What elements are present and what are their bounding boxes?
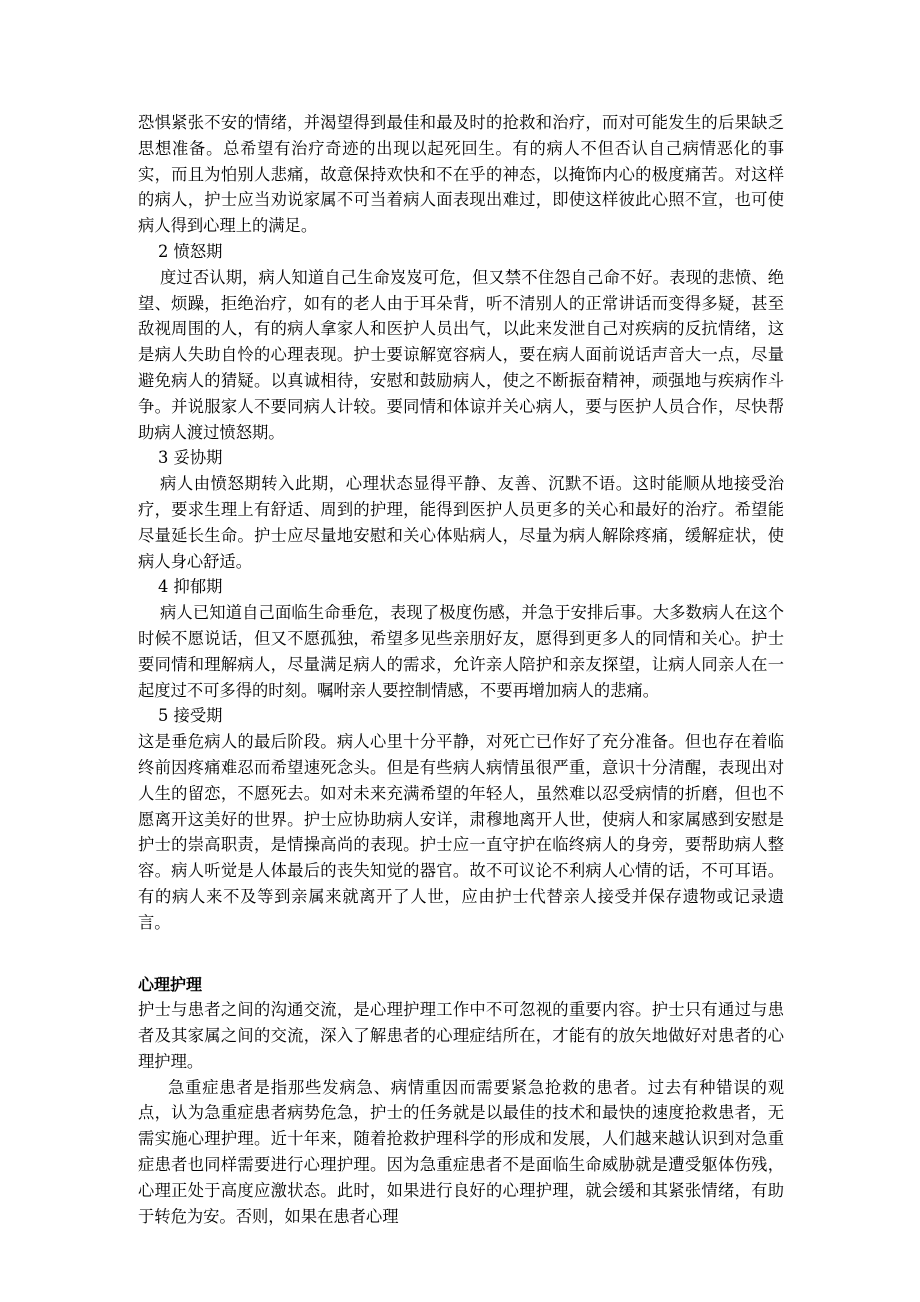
section-paragraph: 护士与患者之间的沟通交流，是心理护理工作中不可忽视的重要内容。护士只有通过与患者及其家属之间的交流，深入了解患者的心理症结所在，才能有的放矢地做好对患者的心理护理。 xyxy=(138,1000,784,1071)
stage-body-anger: 度过否认期，病人知道自己生命岌岌可危，但又禁不住怨自己命不好。表现的悲愤、绝望、烦躁，拒绝治疗，如有的老人由于耳朵背，听不清别人的正常讲话而变得多疑，甚至敌视周围的人，有的病人拿家人和医护人员出气，以此来发泄自己对疾病的反抗情绪，这是病人失助自怜的心理表现。护士要谅解宽容病人，要在病人面前说话声音大一点，尽量避免病人的猜疑。以真诚相待，安慰和鼓励病人，使之不断振奋精神，顽强地与疾病作斗争。并说服家人不要同病人计较。要同情和体谅并关心病人，要与医护人员合作，尽快帮助病人渡过愤怒期。 xyxy=(138,267,784,442)
stage-heading-anger: 2 愤怒期 xyxy=(158,241,223,261)
stage-body-bargaining: 病人由愤怒期转入此期，心理状态显得平静、友善、沉默不语。这时能顺从地接受治疗，要求生理上有舒适、周到的护理，能得到医护人员更多的关心和最好的治疗。希望能尽量延长生命。护士应尽量地安慰和关心体贴病人，尽量为病人解除疼痛，缓解症状，使病人身心舒适。 xyxy=(138,474,784,571)
stage-body-depression: 病人已知道自己面临生命垂危，表现了极度伤感，并急于安排后事。大多数病人在这个时候不愿说话，但又不愿孤独，希望多见些亲朋好友，愿得到更多人的同情和关心。护士要同情和理解病人，尽量满足病人的需求，允许亲人陪护和亲友探望，让病人同亲人在一起度过不可多得的时刻。嘱咐亲人要控制情感，不要再增加病人的悲痛。 xyxy=(138,603,784,700)
document-body xyxy=(138,110,784,1229)
stage-body-acceptance: 这是垂危病人的最后阶段。病人心里十分平静，对死亡已作好了充分准备。但也存在着临终前因疼痛难忍而希望速死念头。但是有些病人病情虽很严重，意识十分清醒，表现出对人生的留恋，不愿死去。如对未来充满希望的年轻人，虽然难以忍受病情的折磨，但也不愿离开这美好的世界。护士应协助病人安详，肃穆地离开人世，使病人和家属感到安慰是护士的崇高职责，是情操高尚的表现。护士应一直守护在临终病人的身旁，要帮助病人整容。病人听觉是人体最后的丧失知觉的器官。故不可议论不利病人心情的话，不可耳语。有的病人来不及等到亲属来就离开了人世，应由护士代替亲人接受并保存遗物或记录遗言。 xyxy=(138,732,784,932)
intro-paragraph: 恐惧紧张不安的情绪，并渴望得到最佳和最及时的抢救和治疗，而对可能发生的后果缺乏思想准备。总希望有治疗奇迹的出现以起死回生。有的病人不但否认自己病情恶化的事实，而且为怕别人悲痛，故意保持欢快和不在乎的神态，以掩饰内心的极度痛苦。对这样的病人，护士应当劝说家属不可当着病人面表现出难过，即使这样彼此心照不宣，也可使病人得到心理上的满足。 xyxy=(138,113,784,236)
stage-heading-depression: 4 抑郁期 xyxy=(158,577,223,597)
stage-heading-acceptance: 5 接受期 xyxy=(158,706,223,726)
section-title: 心理护理 xyxy=(138,974,203,994)
section-paragraph: 急重症患者是指那些发病急、病情重因而需要紧急抢救的患者。过去有种错误的观点，认为急重症患者病势危急，护士的任务就是以最佳的技术和最快的速度抢救患者，无需实施心理护理。近十年来，随着抢救护理科学的形成和发展，人们越来越认识到对急重症患者也同样需要进行心理护理。因为急重症患者不是面临生命威胁就是遭受躯体伤残，心理正处于高度应激状态。此时，如果进行良好的心理护理，就会缓和其紧张情绪，有助于转危为安。否则，如果在患者心理 xyxy=(138,1077,784,1226)
stage-heading-bargaining: 3 妥协期 xyxy=(158,448,223,468)
